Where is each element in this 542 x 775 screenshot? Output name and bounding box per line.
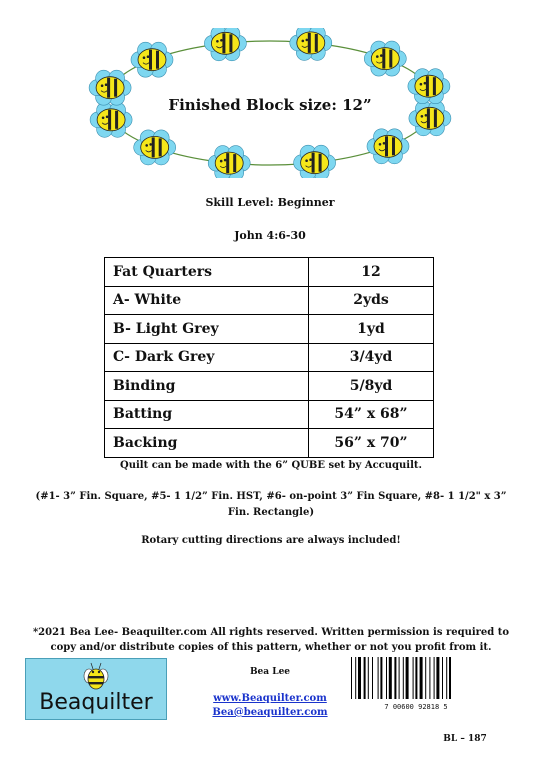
rotary-note: Rotary cutting directions are always included! [141,535,401,546]
row-value: 12 [309,258,434,287]
bee-flower-icon [408,69,450,104]
row-value: 54” x 68” [309,400,434,429]
verse-reference: John 4:6-30 [234,229,306,242]
row-label: Binding [105,372,309,401]
block-size-title: Finished Block size: 12” [168,96,372,114]
barcode-digits: 7 00600 92818 5 [384,703,448,711]
barcode-icon [345,655,487,712]
qube-note: Quilt can be made with the 6” QUBE set by Accuquilt. [120,460,422,471]
bee-flower-icon [367,129,409,164]
bee-icon [82,661,110,691]
row-label: B- Light Grey [105,315,309,344]
bee-flower-icon [294,145,336,178]
fabric-requirements-table [104,257,434,458]
pattern-code: BL – 187 [443,734,487,744]
table-row [105,343,434,372]
website-link[interactable]: www.Beaquilter.com [213,693,327,704]
skill-level: Skill Level: Beginner [205,196,335,209]
bee-flower-icon [364,41,406,76]
row-label: Backing [105,429,309,458]
bee-flower-icon [90,102,132,137]
logo-text: Beaquilter [39,690,153,715]
author-name: Bea Lee [249,667,291,677]
bee-flower-icon [134,130,176,165]
row-value: 56” x 70” [309,429,434,458]
row-value: 5/8yd [309,372,434,401]
row-value: 1yd [309,315,434,344]
bee-flower-icon [409,101,451,136]
row-label: Fat Quarters [105,258,309,287]
table-row [105,429,434,458]
row-value: 2yds [309,286,434,315]
beaquilter-logo [25,658,167,720]
copyright-notice: *2021 Bea Lee- Beaquilter.com All rights reserved. Written permission is required to copy and/or distribute copies of this pattern, whether or not you profit from it. [32,627,510,653]
row-label: C- Dark Grey [105,343,309,372]
bee-flower-icon [204,28,246,61]
row-label: A- White [105,286,309,315]
bee-flower-icon [89,70,131,105]
table-row [105,315,434,344]
bee-flower-icon [290,28,332,60]
table-row [105,286,434,315]
table-row [105,372,434,401]
email-link[interactable]: Bea@beaquilter.com [212,707,328,718]
table-row [105,258,434,287]
bee-flower-icon [131,42,173,77]
table-row [105,400,434,429]
finished-sizes-note: (#1- 3” Fin. Square, #5- 1 1/2” Fin. HST, #6- on-point 3” Fin Square, #8- 1 1/2" x 3” Fin. Rectangle) [35,491,507,518]
row-label: Batting [105,400,309,429]
bee-flower-icon [208,146,250,178]
row-value: 3/4yd [309,343,434,372]
